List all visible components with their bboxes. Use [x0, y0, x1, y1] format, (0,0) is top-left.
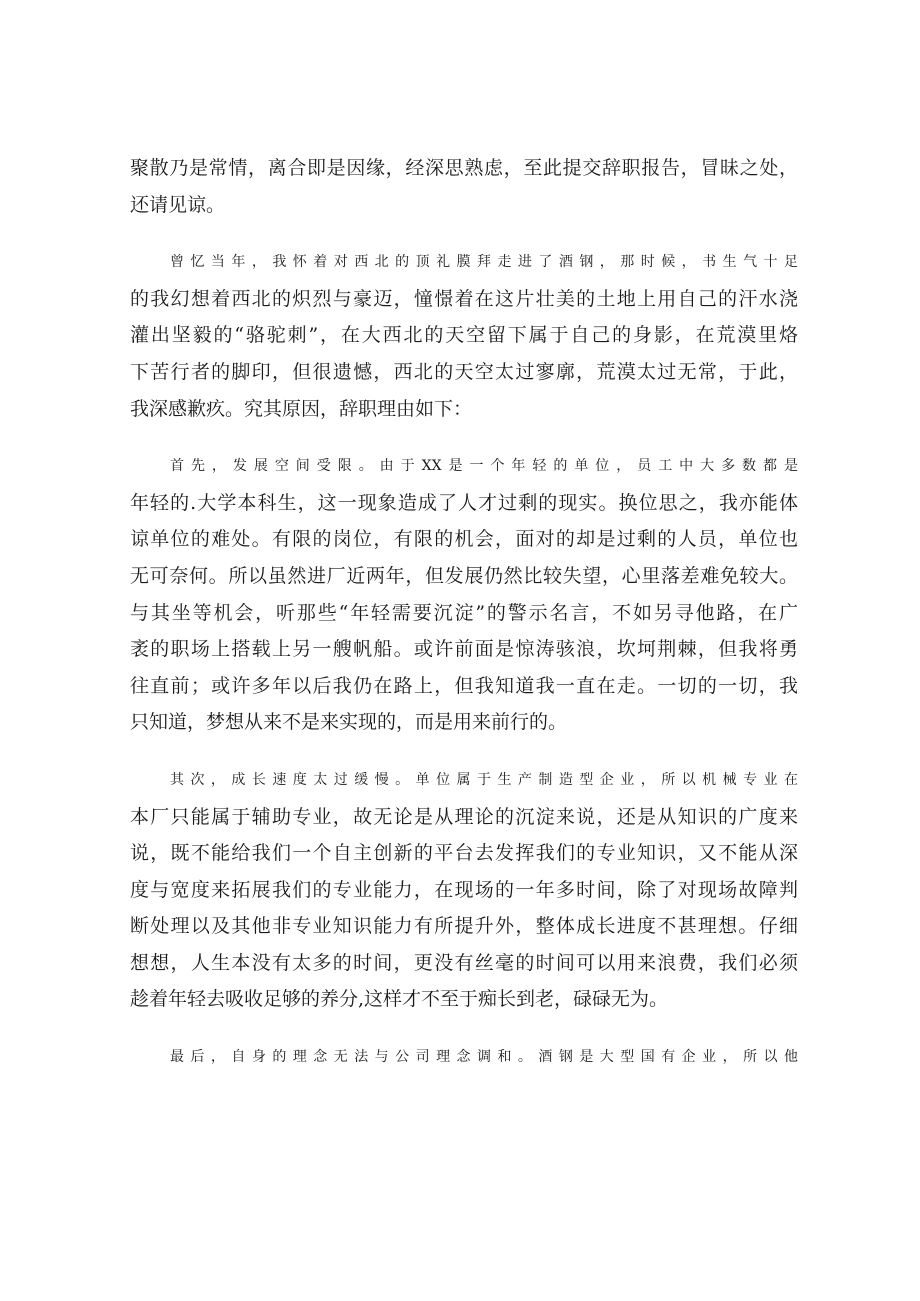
text-line: 只知道，梦想从来不是来实现的，而是用来前行的。: [130, 711, 568, 734]
paragraph: [130, 448, 798, 741]
text-line: 年轻的.大学本科生，这一现象造成了人才过剩的现实。换位思之，我亦能体: [130, 491, 798, 514]
text-line: 断处理以及其他非专业知识能力有所提升外，整体成长进度不甚理想。仔细: [130, 915, 798, 938]
paragraph: [130, 150, 798, 223]
text-line: 趁着年轻去吸收足够的养分,这样才不至于痴长到老，碌碌无为。: [130, 988, 669, 1011]
text-line: 无可奈何。所以虽然进厂近两年，但发展仍然比较失望，心里落差难免较大。: [130, 564, 798, 587]
text-line: 袤的职场上搭载上另一艘帆船。或许前面是惊涛骇浪，坎坷荆棘，但我将勇: [130, 638, 798, 661]
text-line: 往直前；或许多年以后我仍在路上，但我知道我一直在走。一切的一切，我: [130, 674, 798, 697]
paragraph: [130, 244, 798, 427]
paragraph: [130, 1039, 798, 1076]
text-line: 本厂只能属于辅助专业，故无论是从理论的沉淀来说，还是从知识的广度来: [130, 805, 798, 828]
text-line: 想想，人生本没有太多的时间，更没有丝毫的时间可以用来浪费，我们必须: [130, 951, 798, 974]
text-line: 首先，发展空间受限。由于XX是一个年轻的单位，员工中大多数都是: [170, 458, 798, 475]
text-line: 聚散乃是常情，离合即是因缘，经深思熟虑，至此提交辞职报告，冒昧之处，: [130, 157, 798, 179]
text-line: 灌出坚毅的“骆驼刺”，在大西北的天空留下属于自己的身影，在荒漠里烙: [130, 324, 798, 347]
document-body: [130, 150, 798, 1097]
paragraph: [130, 762, 798, 1018]
text-line: 说，既不能给我们一个自主创新的平台去发挥我们的专业知识，又不能从深: [130, 842, 798, 865]
text-line: 还请见谅。: [130, 193, 226, 216]
text-line: 最后，自身的理念无法与公司理念调和。酒钢是大型国有企业，所以他: [170, 1049, 798, 1066]
text-line: 谅单位的难处。有限的岗位，有限的机会，面对的却是过剩的人员，单位也: [130, 528, 798, 551]
text-line: 的我幻想着西北的炽烈与豪迈，憧憬着在这片壮美的土地上用自己的汗水浇: [130, 287, 798, 310]
text-line: 与其坐等机会，听那些“年轻需要沉淀”的警示名言，不如另寻他路，在广: [130, 601, 798, 624]
text-line: 度与宽度来拓展我们的专业能力，在现场的一年多时间，除了对现场故障判: [130, 878, 798, 901]
text-line: 其次，成长速度太过缓慢。单位属于生产制造型企业，所以机械专业在: [170, 771, 798, 788]
text-line: 下苦行者的脚印，但很遗憾，西北的天空太过寥廓，荒漠太过无常，于此，: [130, 360, 798, 383]
text-line: 曾忆当年，我怀着对西北的顶礼膜拜走进了酒钢，那时候，书生气十足: [170, 254, 798, 271]
text-line: 我深感歉疚。究其原因，辞职理由如下：: [130, 397, 473, 420]
